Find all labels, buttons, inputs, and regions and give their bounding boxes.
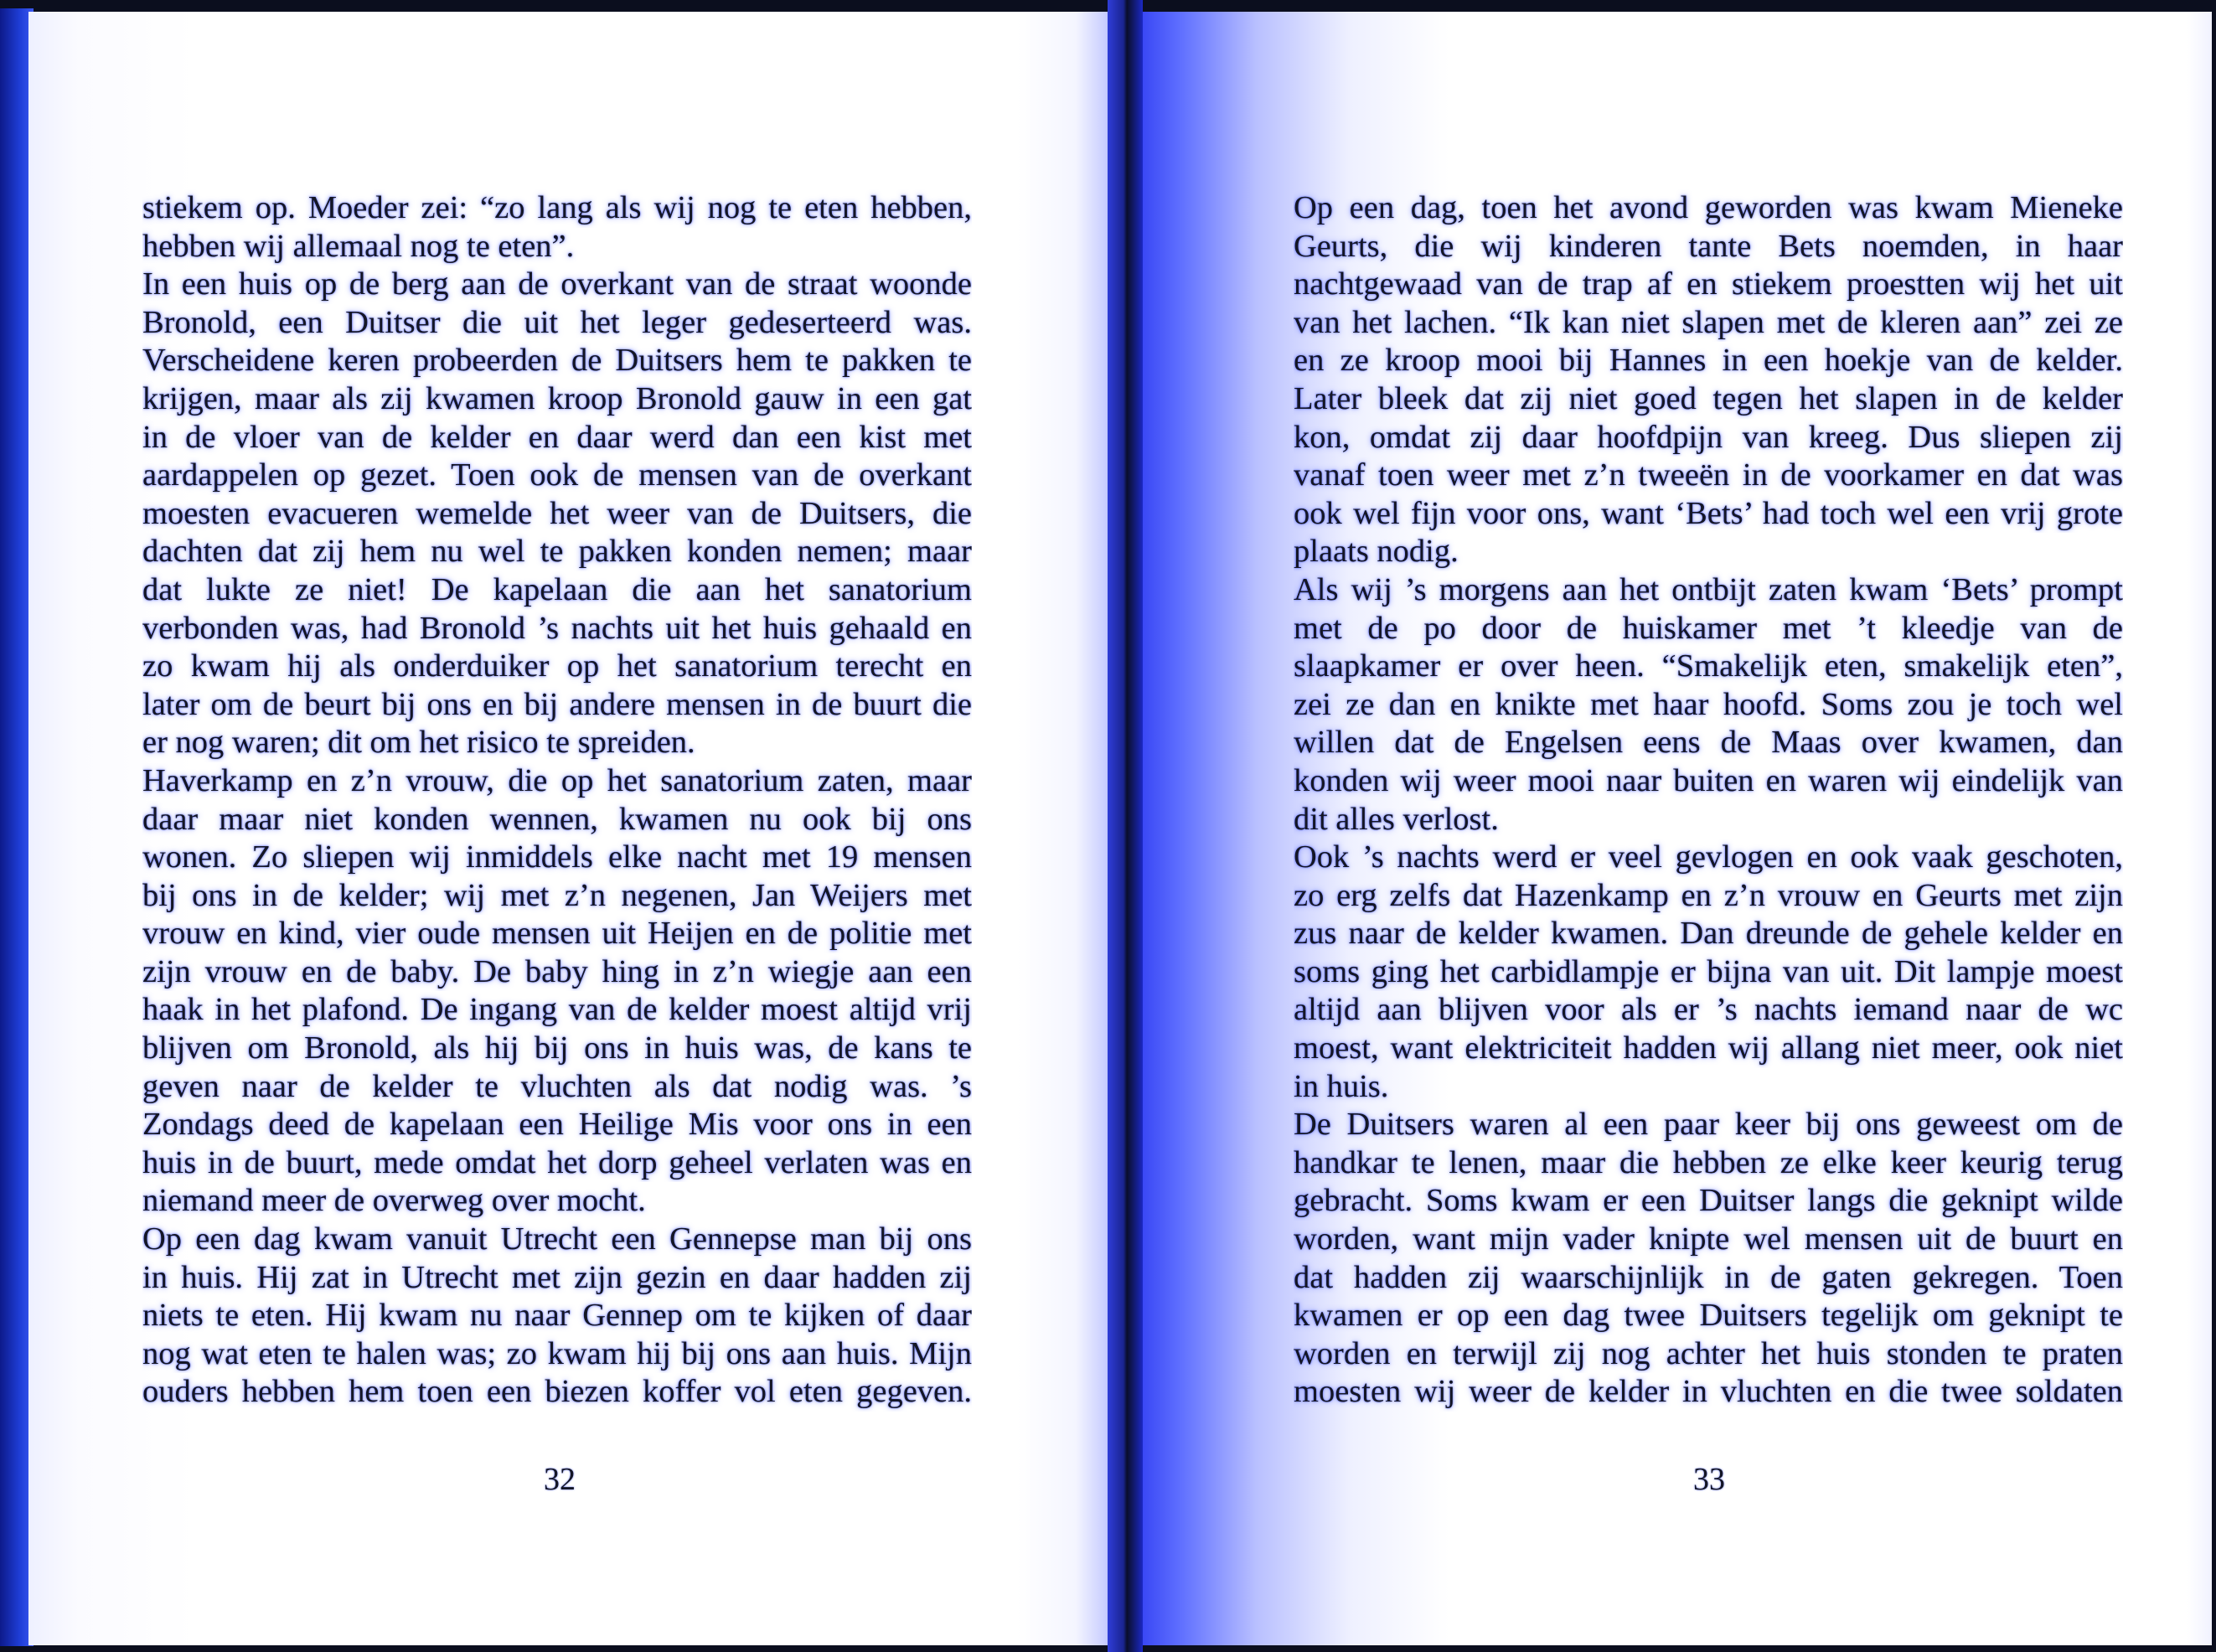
- text-line: altijd aan blijven voor als er ’s nachts iemand naar de wc: [1294, 992, 2123, 1028]
- text-line: daar maar niet konden wennen, kwamen nu ook bij ons: [142, 801, 972, 837]
- text-line: ook wel fijn voor ons, want ‘Bets’ had toch wel een vrij grote: [1294, 495, 2123, 531]
- text-line: worden en terwijl zij nog achter het huis stonden te praten: [1294, 1335, 2123, 1371]
- text-line: bij ons in de kelder; wij met z’n negenen, Jan Weijers met: [142, 877, 972, 913]
- text-line: gebracht. Soms kwam er een Duitser langs die geknipt wilde: [1294, 1183, 2123, 1219]
- text-line: er nog waren; dit om het risico te spreiden.: [142, 725, 695, 761]
- text-line: willen dat de Engelsen eens de Maas over kwamen, dan: [1294, 725, 2123, 761]
- text-line: stiekem op. Moeder zei: “zo lang als wij nog te eten hebben,: [142, 190, 972, 225]
- text-line: dat hadden zij waarschijnlijk in de gaten gekregen. Toen: [1294, 1259, 2123, 1295]
- text-line: in huis.: [1294, 1068, 1389, 1104]
- text-line: zus naar de kelder kwamen. Dan dreunde de gehele kelder en: [1294, 916, 2123, 952]
- text-line: verbonden was, had Bronold ’s nachts uit het huis gehaald en: [142, 610, 972, 646]
- text-line: Haverkamp en z’n vrouw, die op het sanatorium zaten, maar: [142, 762, 972, 798]
- page-body-right: [1294, 189, 2123, 1412]
- page-number: 33: [1693, 1462, 1725, 1497]
- text-line: dachten dat zij hem nu wel te pakken konden nemen; maar: [142, 534, 972, 570]
- text-line: worden, want mijn vader knipte wel mensen uit de buurt en: [1294, 1221, 2123, 1257]
- text-line: vanaf toen weer met z’n tweeën in de voorkamer en dat was: [1294, 457, 2123, 493]
- text-line: slaapkamer er over heen. “Smakelijk eten, smakelijk eten”,: [1294, 648, 2123, 684]
- text-line: nog wat eten te halen was; zo kwam hij bij ons aan huis. Mijn: [142, 1335, 972, 1371]
- text-line: moest, want elektriciteit hadden wij allang niet meer, ook niet: [1294, 1030, 2123, 1066]
- text-line: van het lachen. “Ik kan niet slapen met de kleren aan” zei ze: [1294, 304, 2123, 340]
- text-line: niets te eten. Hij kwam nu naar Gennep om te kijken of daar: [142, 1298, 972, 1334]
- text-line: krijgen, maar als zij kwamen kroop Bronold gauw in een gat: [142, 380, 972, 416]
- text-line: dit alles verlost.: [1294, 801, 1499, 837]
- text-line: zei ze dan en knikte met haar hoofd. Soms zou je toch wel: [1294, 686, 2123, 722]
- text-line: hebben wij allemaal nog te eten”.: [142, 228, 575, 264]
- text-line: De Duitsers waren al een paar keer bij ons geweest om de: [1294, 1107, 2123, 1143]
- text-line: Zondags deed de kapelaan een Heilige Mis voor ons in een: [142, 1107, 972, 1143]
- page-left: [28, 12, 1120, 1645]
- text-line: moesten wij weer de kelder in vluchten en die twee soldaten: [1294, 1374, 2123, 1410]
- text-line: blijven om Bronold, als hij bij ons in huis was, de kans te: [142, 1030, 972, 1066]
- text-line: vrouw en kind, vier oude mensen uit Heijen en de politie met: [142, 916, 972, 952]
- text-line: soms ging het carbidlampje er bijna van uit. Dit lampje moest: [1294, 953, 2123, 989]
- text-line: handkar te lenen, maar die hebben ze elke keer keurig terug: [1294, 1144, 2123, 1180]
- text-line: aardappelen op gezet. Toen ook de mensen van de overkant: [142, 457, 972, 493]
- text-line: Op een dag kwam vanuit Utrecht een Gennepse man bij ons: [142, 1221, 972, 1257]
- text-line: Verscheidene keren probeerden de Duitsers hem te pakken te: [142, 343, 972, 379]
- text-line: Als wij ’s morgens aan het ontbijt zaten kwam ‘Bets’ prompt: [1294, 571, 2123, 607]
- text-line: later om de beurt bij ons en bij andere mensen in de buurt die: [142, 686, 972, 722]
- text-line: moesten evacueren wemelde het weer van de Duitsers, die: [142, 495, 972, 531]
- text-line: Geurts, die wij kinderen tante Bets noemden, in haar: [1294, 228, 2123, 264]
- text-line: Op een dag, toen het avond geworden was kwam Mieneke: [1294, 190, 2123, 225]
- text-line: met de po door de huiskamer met ’t kleedje van de: [1294, 610, 2123, 646]
- text-line: kon, omdat zij daar hoofdpijn van kreeg. Dus sliepen zij: [1294, 419, 2123, 455]
- text-line: dat lukte ze niet! De kapelaan die aan het sanatorium: [142, 571, 972, 607]
- text-line: konden wij weer mooi naar buiten en waren wij eindelijk van: [1294, 762, 2123, 798]
- page-number: 32: [544, 1462, 576, 1497]
- text-line: zijn vrouw en de baby. De baby hing in z’n wiegje aan een: [142, 953, 972, 989]
- text-line: in huis. Hij zat in Utrecht met zijn gezin en daar hadden zij: [142, 1259, 972, 1295]
- text-line: wonen. Zo sliepen wij inmiddels elke nacht met 19 mensen: [142, 839, 972, 875]
- text-line: Bronold, een Duitser die uit het leger gedeserteerd was.: [142, 304, 972, 340]
- text-line: en ze kroop mooi bij Hannes in een hoekje van de kelder.: [1294, 343, 2123, 379]
- page-body-left: [142, 189, 972, 1412]
- text-line: haak in het plafond. De ingang van de kelder moest altijd vrij: [142, 992, 972, 1028]
- text-line: niemand meer de overweg over mocht.: [142, 1183, 646, 1219]
- text-line: In een huis op de berg aan de overkant van de straat woonde: [142, 266, 972, 302]
- text-line: nachtgewaad van de trap af en stiekem proestten wij het uit: [1294, 266, 2123, 302]
- text-line: geven naar de kelder te vluchten als dat nodig was. ’s: [142, 1068, 972, 1104]
- text-line: plaats nodig.: [1294, 534, 1459, 570]
- text-line: Later bleek dat zij niet goed tegen het slapen in de kelder: [1294, 380, 2123, 416]
- text-line: ouders hebben hem toen een biezen koffer vol eten gegeven.: [142, 1374, 972, 1410]
- text-line: zo erg zelfs dat Hazenkamp en z’n vrouw en Geurts met zijn: [1294, 877, 2123, 913]
- text-line: Ook ’s nachts werd er veel gevlogen en ook vaak geschoten,: [1294, 839, 2123, 875]
- text-line: huis in de buurt, mede omdat het dorp geheel verlaten was en: [142, 1144, 972, 1180]
- page-right: [1131, 12, 2212, 1645]
- book-gutter: [1108, 0, 1143, 1652]
- text-line: zo kwam hij als onderduiker op het sanatorium terecht en: [142, 648, 972, 684]
- text-line: in de vloer van de kelder en daar werd dan een kist met: [142, 419, 972, 455]
- text-line: kwamen er op een dag twee Duitsers tegelijk om geknipt te: [1294, 1298, 2123, 1334]
